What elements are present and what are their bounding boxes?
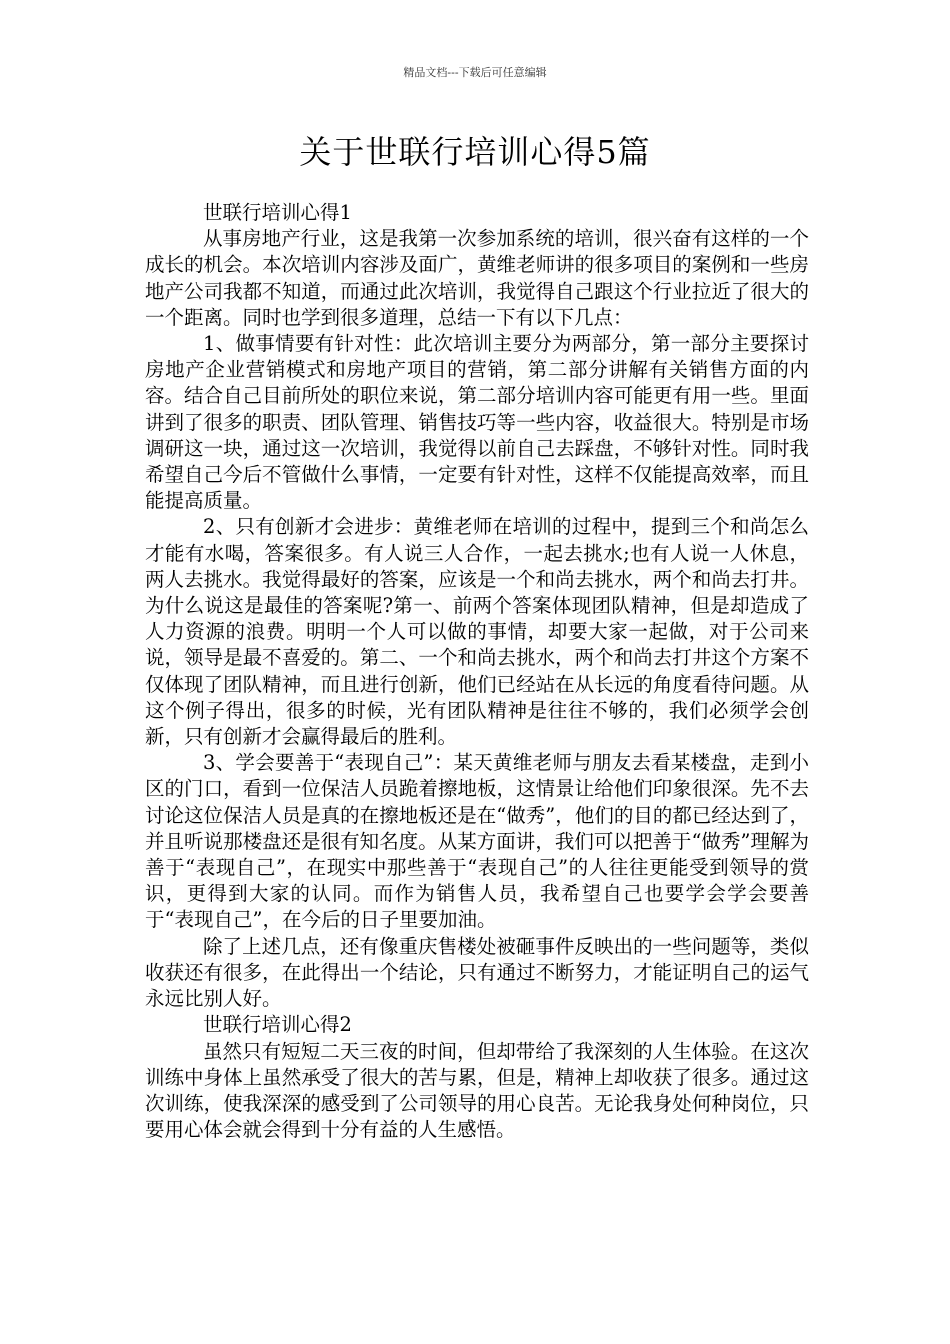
paragraph: 3、学会要善于“表现自己”：某天黄维老师与朋友去看某楼盘，走到小区的门口，看到一位保洁人员跪着擦地板，这情景让给他们印象很深。先不去讨论这位保洁人员是真的在擦地板还是在“做秀”，他们的目的都已经达到了，并且听说那楼盘还是很有知名度。从某方面讲，我们可以把善于“做秀”理解为善于“表现自己”，在现实中那些善于“表现自己”的人往往更能受到领导的赏识，更得到大家的认同。而作为销售人员，我希望自己也要学会学会要善于“表现自己”，在今后的日子里要加油。 bbox=[145, 751, 809, 932]
section-heading-1: 世联行培训心得1 bbox=[203, 201, 352, 224]
paragraph: 除了上述几点，还有像重庆售楼处被砸事件反映出的一些问题等，类似收获还有很多，在此得出一个结论，只有通过不断努力，才能证明自己的运气永远比别人好。 bbox=[145, 934, 809, 1011]
paragraph: 虽然只有短短二天三夜的时间，但却带给了我深刻的人生体验。在这次训练中身体上虽然承受了很大的苦与累，但是，精神上却收获了很多。通过这次训练，使我深深的感受到了公司领导的用心良苦。无论我身处何种岗位，只要用心体会就会得到十分有益的人生感悟。 bbox=[145, 1039, 809, 1142]
paragraph: 1、做事情要有针对性：此次培训主要分为两部分，第一部分主要探讨房地产企业营销模式和房地产项目的营销，第二部分讲解有关销售方面的内容。结合自己目前所处的职位来说，第二部分培训内容可能更有用一些。里面讲到了很多的职责、团队管理、销售技巧等一些内容，收益很大。特别是市场调研这一块，通过这一次培训，我觉得以前自己去踩盘，不够针对性。同时我希望自己今后不管做什么事情，一定要有针对性，这样不仅能提高效率，而且能提高质量。 bbox=[145, 332, 809, 513]
document-title: 关于世联行培训心得5篇 bbox=[299, 133, 651, 171]
document-body bbox=[145, 200, 809, 1143]
paragraph: 从事房地产行业，这是我第一次参加系统的培训，很兴奋有这样的一个成长的机会。本次培训内容涉及面广，黄维老师讲的很多项目的案例和一些房地产公司我都不知道，而通过此次培训，我觉得自己跟这个行业拉近了很大的一个距离。同时也学到很多道理，总结一下有以下几点： bbox=[145, 227, 809, 329]
paragraph: 2、只有创新才会进步：黄维老师在培训的过程中，提到三个和尚怎么才能有水喝，答案很多。有人说三人合作，一起去挑水;也有人说一人休息，两人去挑水。我觉得最好的答案，应该是一个和尚去挑水，两个和尚去打井。为什么说这是最佳的答案呢?第一、前两个答案体现团队精神，但是却造成了人力资源的浪费。明明一个人可以做的事情，却要大家一起做，对于公司来说，领导是最不喜爱的。第二、一个和尚去挑水，两个和尚去打井这个方案不仅体现了团队精神，而且进行创新，他们已经站在从长远的角度看待问题。从这个例子得出，很多的时候，光有团队精神是往往不够的，我们必须学会创新，只有创新才会赢得最后的胜利。 bbox=[145, 515, 809, 749]
section-heading-2: 世联行培训心得2 bbox=[203, 1013, 352, 1037]
page-header: 精品文档---下载后可任意编辑 bbox=[403, 66, 547, 79]
